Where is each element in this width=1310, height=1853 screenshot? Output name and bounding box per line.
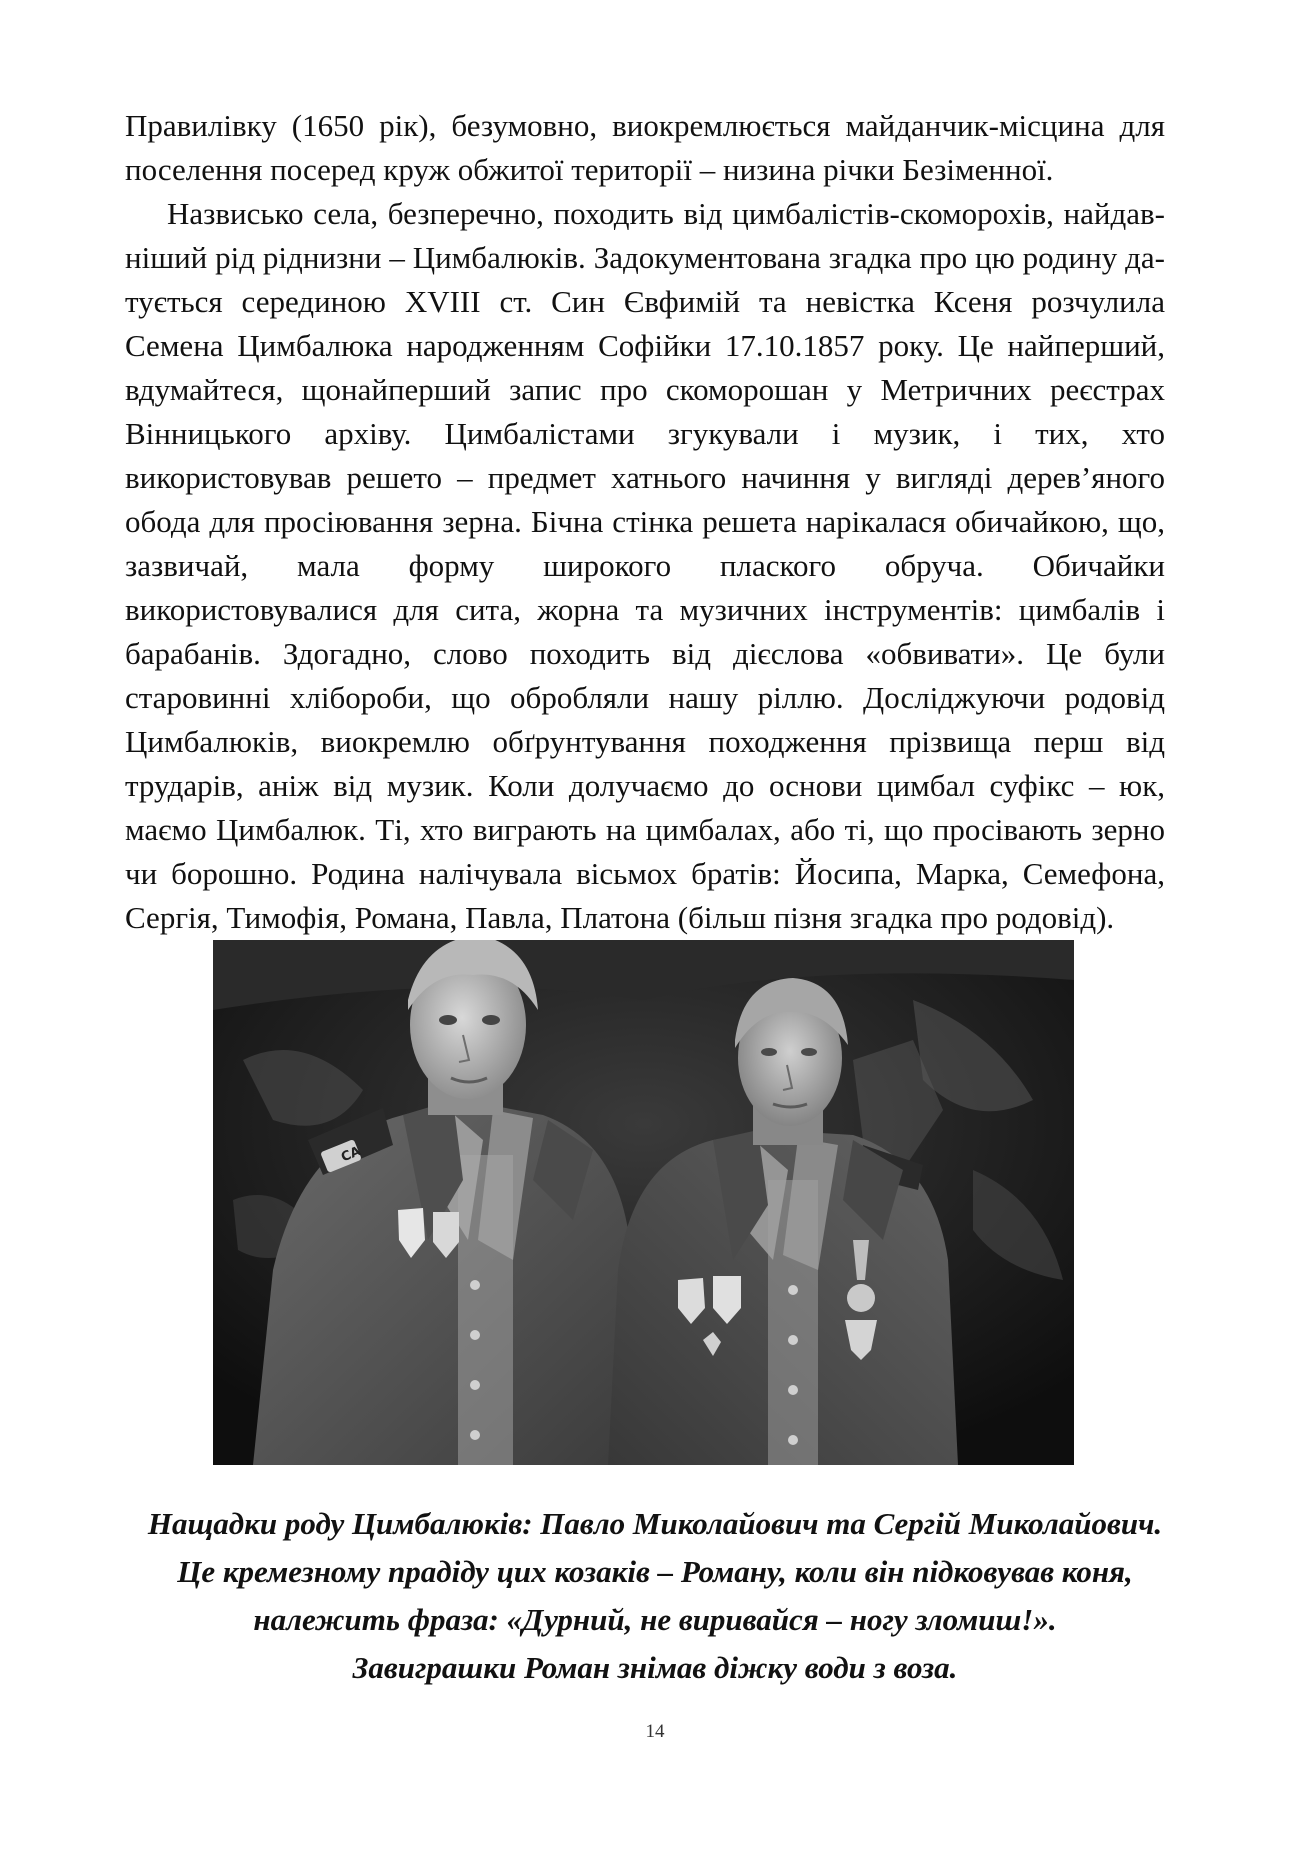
caption-line-3: належить фраза: «Дурний, не виривайся – ногу зломиш!». (253, 1602, 1057, 1637)
caption-line-1: Нащадки роду Цимбалюків: Павло Миколайович та Сергій Миколайович. (147, 1506, 1163, 1541)
caption-line-2: Це кремезному прадіду цих козаків – Роману, коли він підковував коня, (177, 1554, 1133, 1589)
paragraph-tsymbaliuk-family: Назвисько села, безперечно, походить від цимбалістів-скоморохів, найдавніший рід ріднизни – Цимбалюків. Задокументована згадка про цю родину датується серединою XVIII ст. Син Євфимій та невістка Ксеня розчулила Семена Цимбалюка народженням Софійки 17.10.1857 року. Це найперший, вдумайтеся, щонайперший запис про скоморошан у Метричних реєстрах Вінницького архіву. Цимбалістами згукували і музик, і тих, хто використовував решето – предмет хатнього начиння у вигляді дерев’яного обода для просіювання зерна. Бічна стінка решета нарікалася обичайкою, що, зазвичай, мала форму широкого плаского обруча. Обичайки використовувалися для сита, жорна та музичних інструментів: цимбалів і барабанів. Здогадно, слово походить від дієслова «обвивати». Це були старовинні хлібороби, що обробляли нашу ріллю. Досліджуючи родовід Цимбалюків, виокремлю обґрунтування походження прізвища перш від трударів, аніж від музик. Коли долучаємо до основи цимбал суфікс – юк, маємо Цимбалюк. Ті, хто виграють на цимбалах, або ті, що просівають зерно чи борошно. Родина налічувала вісьмох братів: Йосипа, Марка, Семефона, Сергія, Тимофія, Романа, Павла, Платона (більш пізня згадка про родовід). (125, 196, 1165, 935)
family-photo (213, 940, 1074, 1465)
photo-caption (120, 1500, 1190, 1692)
body-text (125, 104, 1165, 940)
paragraph-intro: Правилівку (1650 рік), безумовно, виокремлюється майданчик-місцина для поселення посеред круж обжитої території – низина річки Безіменної. (125, 108, 1165, 187)
page-number: 14 (645, 1721, 665, 1742)
caption-line-4: Завиграшки Роман знімав діжку води з воза. (352, 1650, 958, 1685)
shoulder-mark: СА (339, 1144, 363, 1166)
